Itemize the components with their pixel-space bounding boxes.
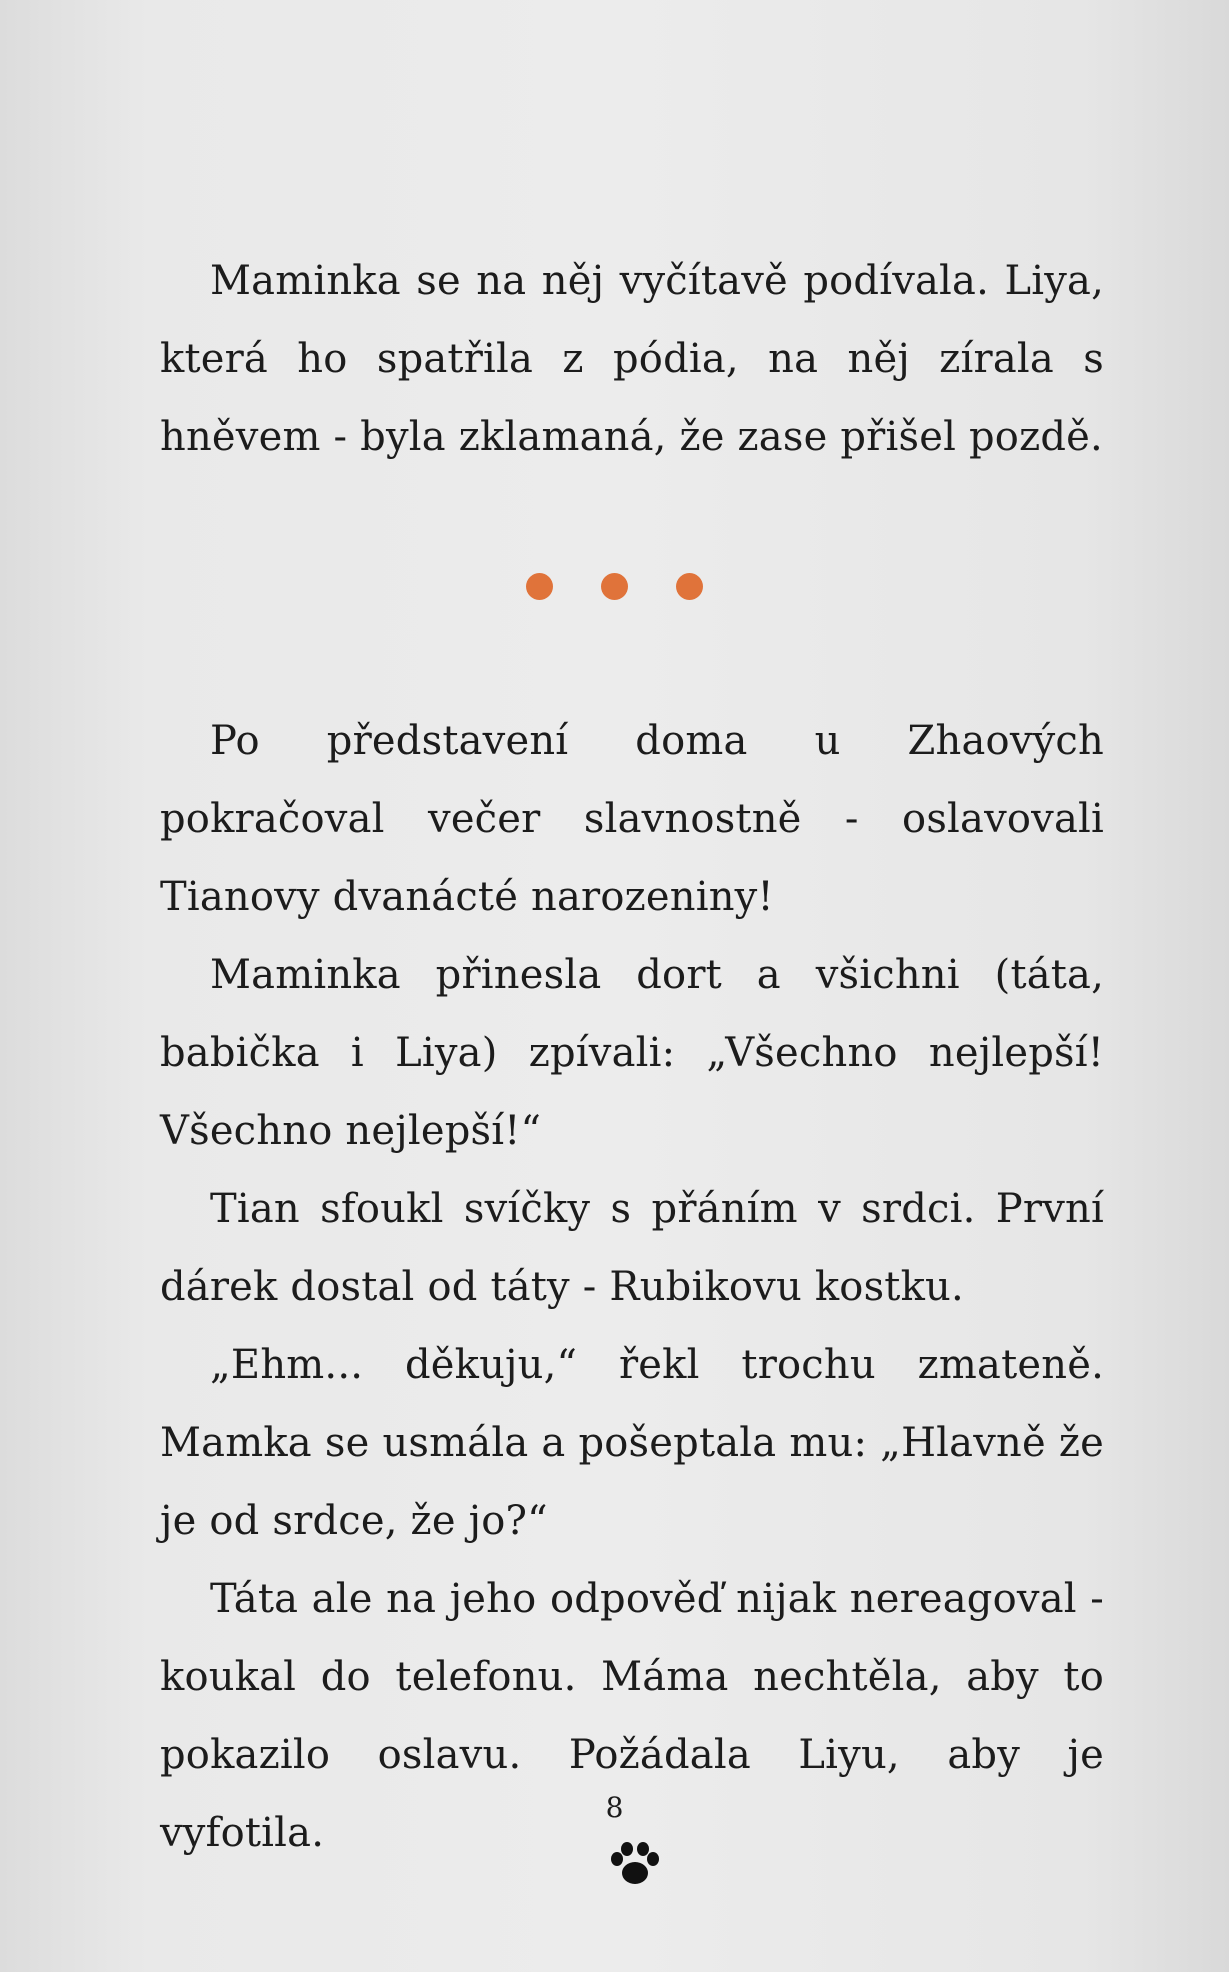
paragraph: Táta ale na jeho odpověď nijak nereagoval - koukal do telefonu. Máma nechtěla, aby to pokazilo oslavu. Požádala Liyu, aby je vyfotila.	[160, 1576, 1104, 1856]
paragraph: Maminka přinesla dort a všichni (táta, babička i Liya) zpívali: „Všechno nejlepší! Všechno nejlepší!“	[160, 952, 1104, 1154]
paragraph: Maminka se na něj vyčítavě podívala. Liya, která ho spatřila z pódia, na něj zírala s hněvem - byla zklamaná, že zase přišel pozdě.	[160, 258, 1104, 460]
section-separator	[0, 573, 1229, 600]
separator-dot	[601, 573, 628, 600]
text-block-bottom	[160, 702, 1104, 1872]
paragraph: Tian sfoukl svíčky s přáním v srdci. První dárek dostal od táty - Rubikovu kostku.	[160, 1186, 1104, 1310]
paragraph: „Ehm... děkuju,“ řekl trochu zmateně. Mamka se usmála a pošeptala mu: „Hlavně že je od srdce, že jo?“	[160, 1342, 1104, 1544]
paw-icon	[609, 1840, 661, 1888]
text-block-top	[160, 242, 1104, 476]
page-number: 8	[605, 1791, 624, 1824]
separator-dot	[676, 573, 703, 600]
separator-dot	[526, 573, 553, 600]
paragraph: Po představení doma u Zhaových pokračoval večer slavnostně - oslavovali Tianovy dvanácté narozeniny!	[160, 718, 1104, 920]
